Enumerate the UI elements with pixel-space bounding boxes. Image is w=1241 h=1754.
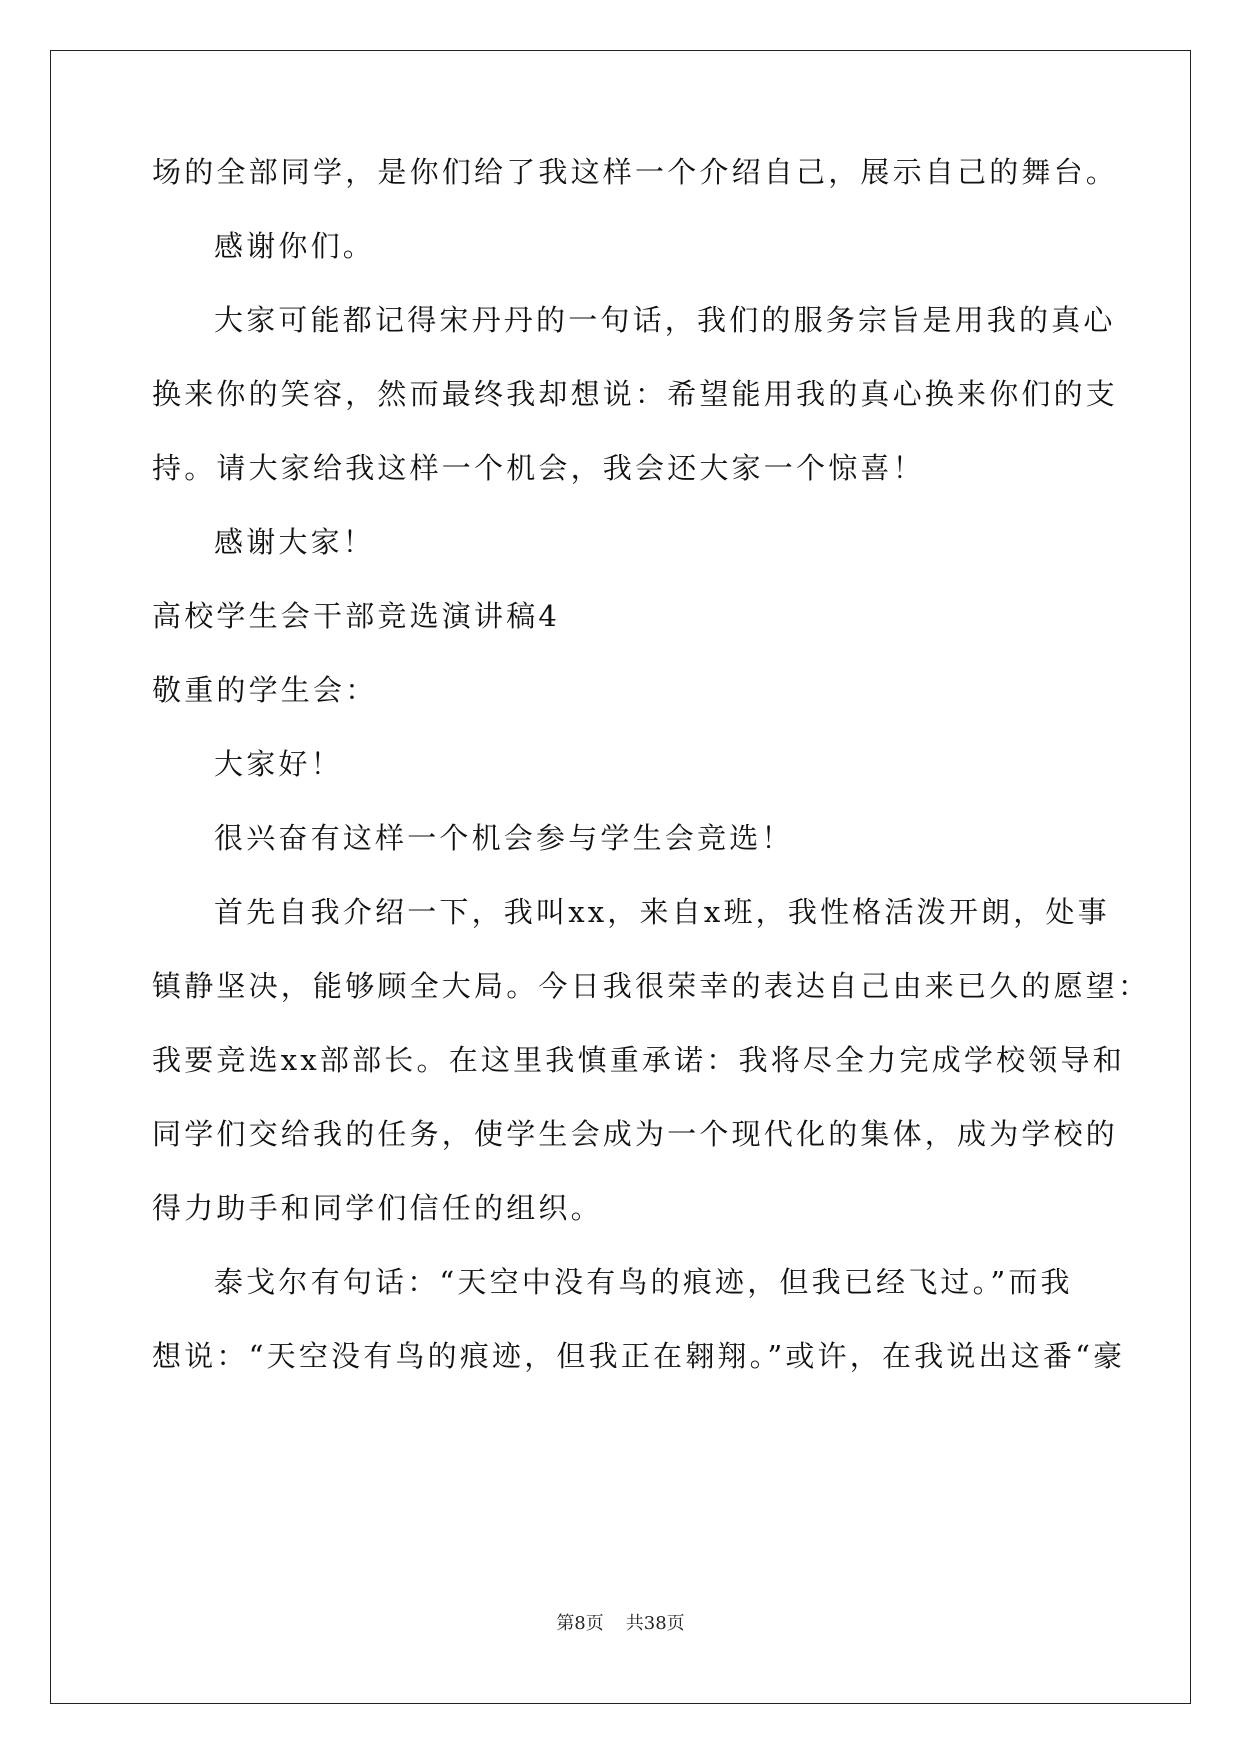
- paragraph-line: 同学们交给我的任务，使学生会成为一个现代化的集体，成为学校的: [152, 1117, 1119, 1151]
- section-heading: 高校学生会干部竞选演讲稿4: [152, 599, 561, 633]
- paragraph-line: 镇静坚决，能够顾全大局。今日我很荣幸的表达自己由来已久的愿望：: [152, 969, 1151, 1003]
- page-border: [50, 50, 1191, 1704]
- paragraph-line: 持。请大家给我这样一个机会，我会还大家一个惊喜！: [152, 451, 925, 485]
- paragraph-line: 想说：“天空没有鸟的痕迹，但我正在翱翔。”或许，在我说出这番“豪: [152, 1339, 1126, 1373]
- page-number: 第8页: [556, 1613, 604, 1634]
- paragraph-line: 得力助手和同学们信任的组织。: [152, 1191, 603, 1225]
- paragraph-line: 感谢你们。: [214, 229, 376, 263]
- paragraph-line: 场的全部同学，是你们给了我这样一个介绍自己，展示自己的舞台。: [152, 155, 1119, 189]
- page-total: 共38页: [625, 1613, 685, 1634]
- paragraph-line: 换来你的笑容，然而最终我却想说：希望能用我的真心换来你们的支: [152, 377, 1119, 411]
- paragraph-line: 大家可能都记得宋丹丹的一句话，我们的服务宗旨是用我的真心: [214, 303, 1116, 337]
- paragraph-line: 我要竞选xx部部长。在这里我慎重承诺：我将尽全力完成学校领导和: [152, 1043, 1125, 1077]
- salutation: 敬重的学生会：: [152, 673, 378, 707]
- page-footer: [0, 1612, 1241, 1636]
- paragraph-line: 大家好！: [214, 747, 343, 781]
- paragraph-line: 首先自我介绍一下，我叫xx，来自x班，我性格活泼开朗，处事: [214, 895, 1110, 929]
- paragraph-line: 很兴奋有这样一个机会参与学生会竞选！: [214, 821, 794, 855]
- paragraph-line: 感谢大家！: [214, 525, 376, 559]
- paragraph-line: 泰戈尔有句话：“天空中没有鸟的痕迹，但我已经飞过。”而我: [214, 1265, 1073, 1299]
